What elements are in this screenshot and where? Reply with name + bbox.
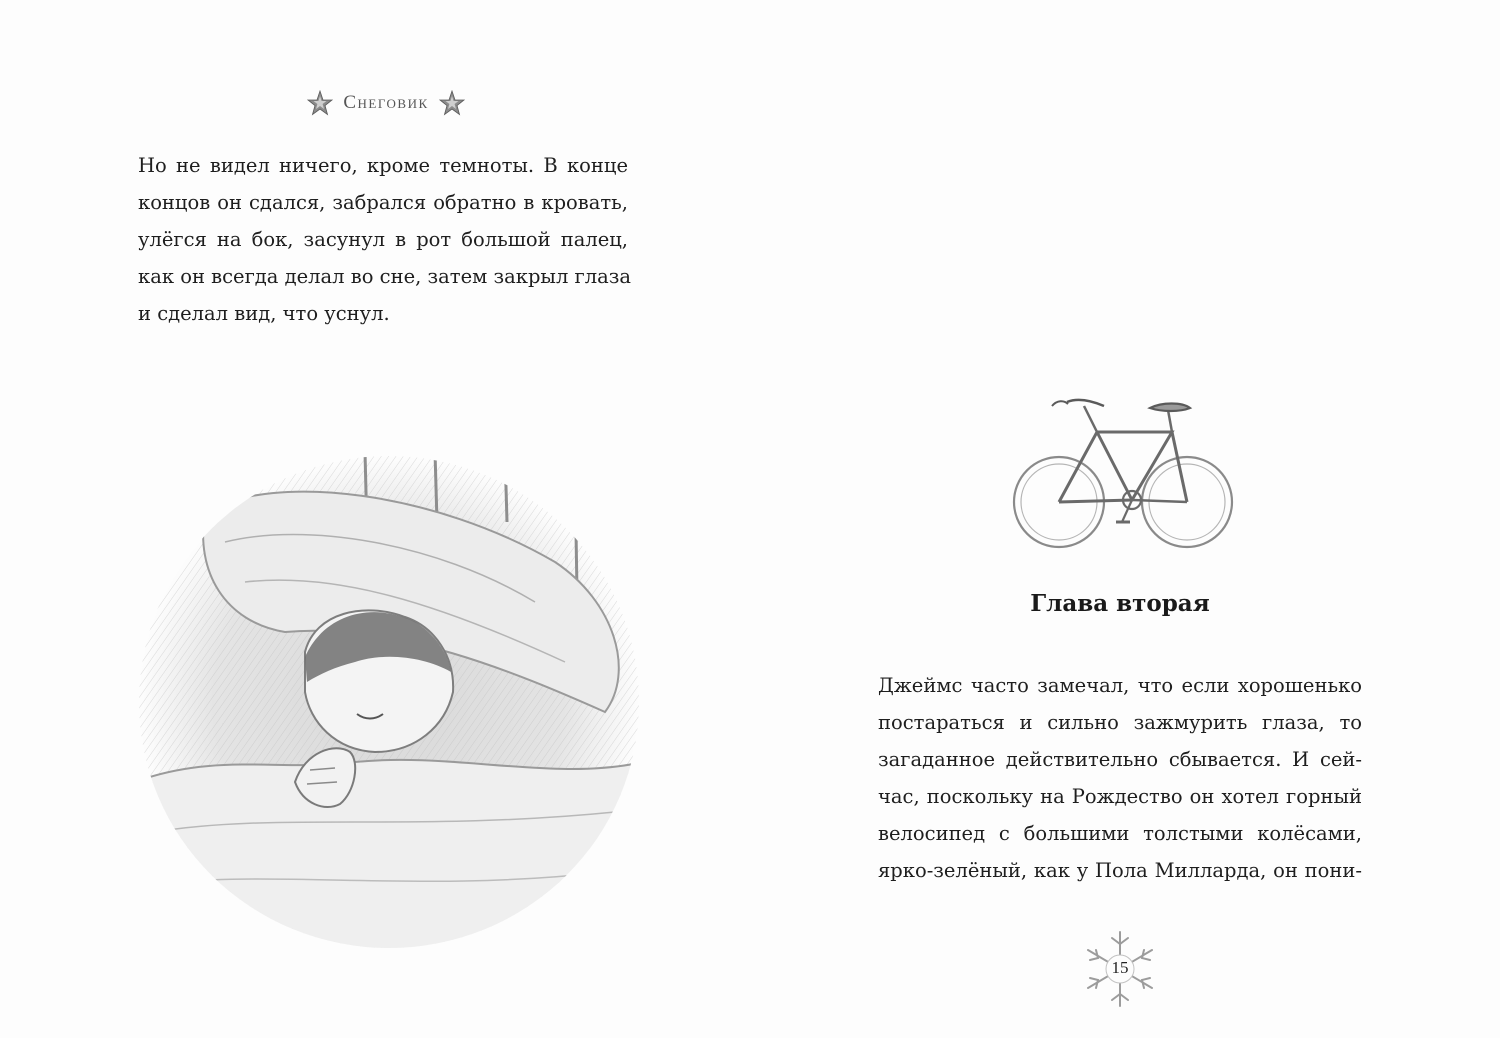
text-line: Но не видел ничего, кроме темноты. В конце	[138, 154, 628, 177]
text-line: загаданное действительно сбывается. И сей-	[878, 748, 1362, 771]
right-page	[750, 0, 1500, 1038]
book-title: Снеговик	[343, 92, 429, 113]
star-icon	[439, 90, 465, 116]
running-head	[296, 86, 476, 120]
star-icon	[307, 90, 333, 116]
bicycle-sketch	[1012, 392, 1237, 562]
text-line: Джеймс часто замечал, что если хорошенько	[878, 674, 1362, 697]
page-number: 15	[1111, 958, 1129, 977]
left-paragraph	[138, 147, 632, 332]
text-line: постараться и сильно зажмурить глаза, то	[878, 711, 1362, 734]
text-line: улёгся на бок, засунул в рот большой палец,	[138, 228, 628, 251]
text-line: ярко-зелёный, как у Пола Милларда, он пони-	[878, 859, 1362, 882]
text-line: и сделал вид, что уснул.	[138, 302, 390, 325]
page-number-ornament	[1070, 928, 1170, 1010]
right-paragraph	[878, 667, 1362, 889]
text-line: концов он сдался, забрался обратно в кровать,	[138, 191, 628, 214]
sleeping-boy-sketch	[135, 452, 643, 952]
chapter-title: Глава вторая	[1030, 590, 1210, 617]
text-line: час, поскольку на Рождество он хотел горный	[878, 785, 1362, 808]
text-line: как он всегда делал во сне, затем закрыл глаза	[138, 265, 632, 288]
text-line: велосипед с большими толстыми колёсами,	[878, 822, 1362, 845]
